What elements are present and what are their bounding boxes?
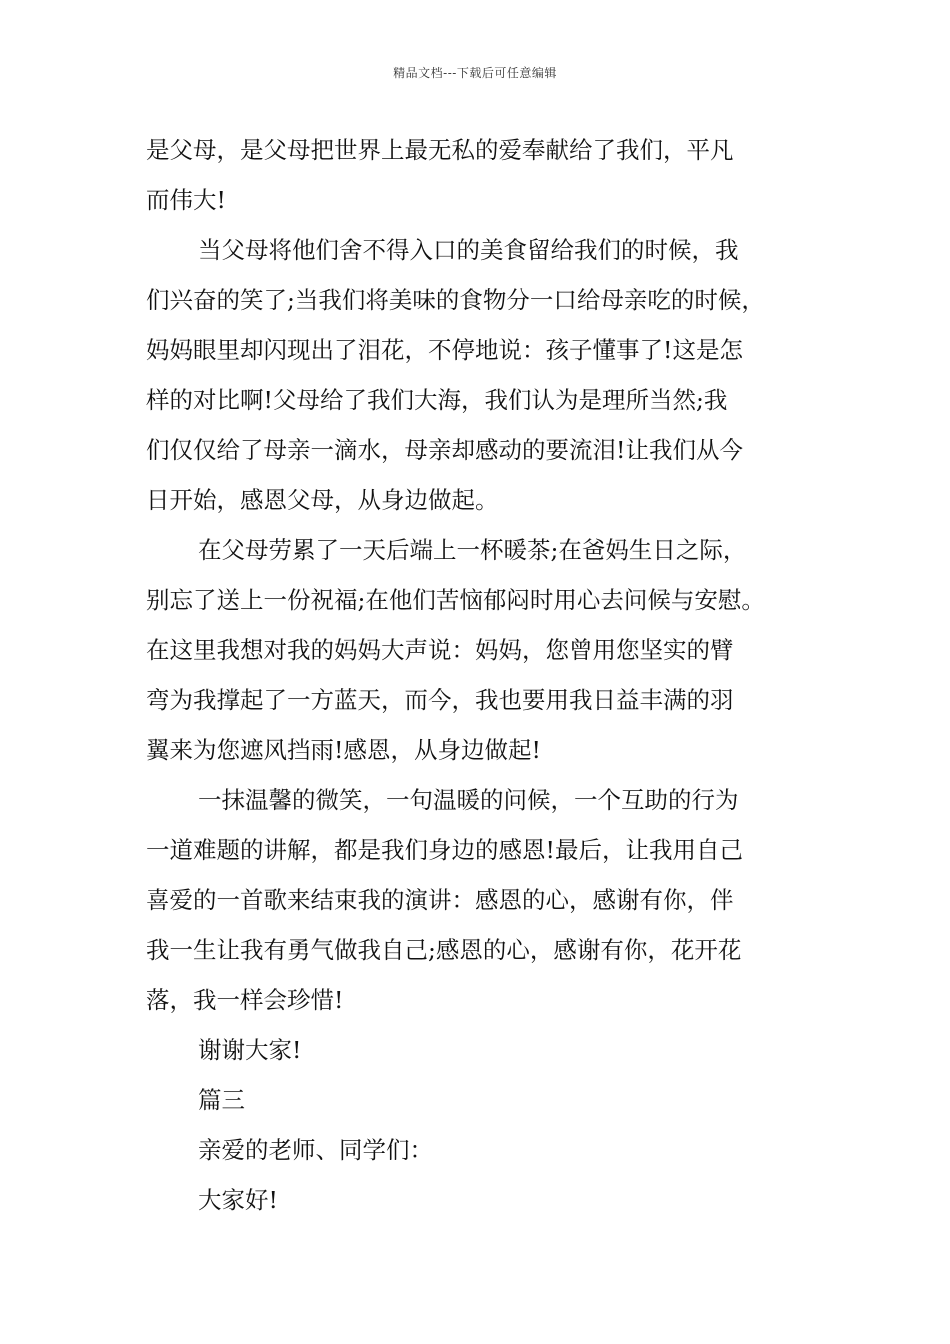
document-body: [146, 125, 836, 1225]
page-header: 精品文档---下载后可任意编辑: [393, 66, 557, 80]
text-line: 弯为我撑起了一方蓝天，而今，我也要用我日益丰满的羽: [146, 686, 734, 714]
text-line: 谢谢大家!: [198, 1036, 302, 1064]
text-line: 别忘了送上一份祝福;在他们苦恼郁闷时用心去问候与安慰。: [146, 586, 765, 614]
text-line: 日开始，感恩父母，从身边做起。: [146, 486, 499, 514]
text-line: 亲爱的老师、同学们：: [198, 1136, 433, 1164]
text-line: 在父母劳累了一天后端上一杯暖茶;在爸妈生日之际，: [198, 536, 747, 564]
text-line: 样的对比啊!父母给了我们大海，我们认为是理所当然;我: [146, 386, 728, 414]
text-line: 翼来为您遮风挡雨!感恩，从身边做起!: [146, 736, 541, 764]
text-line: 大家好!: [198, 1186, 278, 1214]
text-line: 落，我一样会珍惜!: [146, 986, 344, 1014]
text-line: 们兴奋的笑了;当我们将美味的食物分一口给母亲吃的时候，: [146, 286, 765, 314]
text-line: 篇三: [198, 1086, 245, 1114]
text-line: 一道难题的讲解，都是我们身边的感恩!最后，让我用自己: [146, 836, 743, 864]
text-line: 们仅仅给了母亲一滴水，母亲却感动的要流泪!让我们从今: [146, 436, 743, 464]
text-line: 是父母，是父母把世界上最无私的爱奉献给了我们，平凡: [146, 136, 734, 164]
text-line: 妈妈眼里却闪现出了泪花，不停地说：孩子懂事了!这是怎: [146, 336, 743, 364]
text-line: 我一生让我有勇气做我自己;感恩的心，感谢有你，花开花: [146, 936, 742, 964]
text-line: 喜爱的一首歌来结束我的演讲：感恩的心，感谢有你，伴: [146, 886, 734, 914]
text-line: 一抹温馨的微笑，一句温暖的问候，一个互助的行为: [198, 786, 739, 814]
text-line: 在这里我想对我的妈妈大声说：妈妈，您曾用您坚实的臂: [146, 636, 734, 664]
text-line: 当父母将他们舍不得入口的美食留给我们的时候，我: [198, 236, 739, 264]
text-line: 而伟大!: [146, 186, 226, 214]
